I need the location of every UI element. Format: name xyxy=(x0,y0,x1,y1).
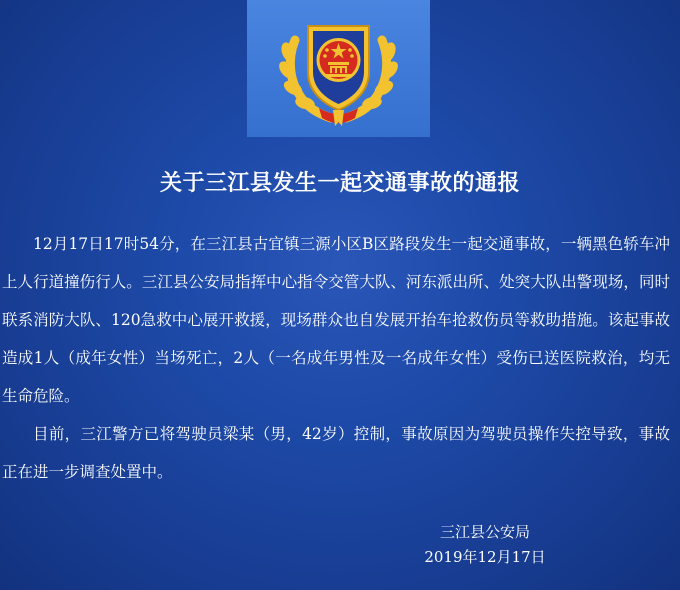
notice-paragraph-2: 目前，三江警方已将驾驶员梁某（男，42岁）控制，事故原因为驾驶员操作失控导致，事故正在进一步调查处置中。 xyxy=(2,425,670,481)
signature-block xyxy=(420,520,550,570)
notice-body xyxy=(0,225,670,491)
notice-paragraph-1: 12月17日17时54分，在三江县古宜镇三源小区B区路段发生一起交通事故，一辆黑色轿车冲上人行道撞伤行人。三江县公安局指挥中心指令交管大队、河东派出所、处突大队出警现场，同时联系消防大队、120急救中心展开救援，现场群众也自发展开抬车抢救伤员等救助措施。该起事故造成1人（成年女性）当场死亡，2人（一名成年男性及一名成年女性）受伤已送医院救治，均无生命危险。 xyxy=(2,235,670,405)
notice-title: 关于三江县发生一起交通事故的通报 xyxy=(159,171,520,196)
emblem-panel xyxy=(247,0,430,137)
issue-date: 2019年12月17日 xyxy=(424,548,546,566)
issuer-name: 三江县公安局 xyxy=(439,523,530,541)
police-emblem-icon xyxy=(247,0,430,137)
